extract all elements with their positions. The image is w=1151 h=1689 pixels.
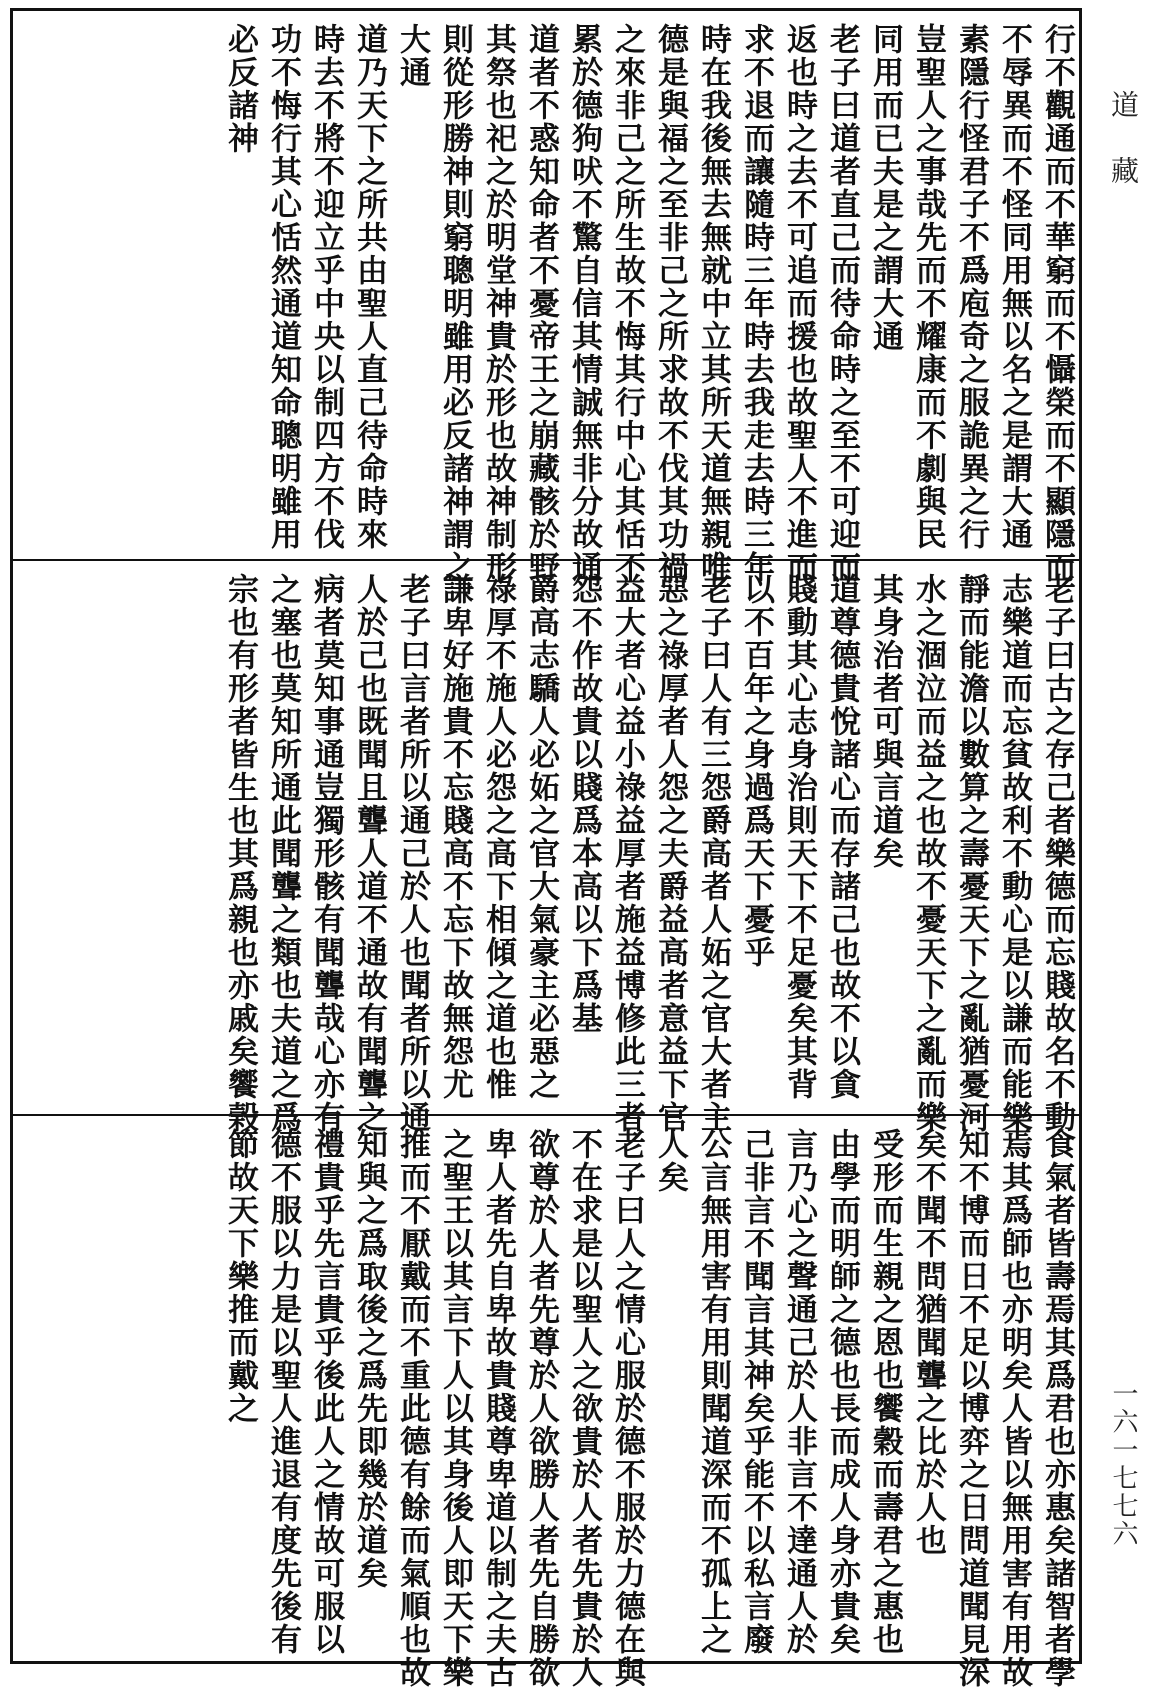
text-column: 祿厚不施人必怨之高下相傾之道也惟 bbox=[480, 573, 516, 1101]
text-column: 益大者心益小祿益厚者施益博修此三者 bbox=[609, 573, 645, 1134]
text-column: 矣不聞不問猶聞聾之比於人也 bbox=[910, 1128, 946, 1557]
text-column: 道尊德貴悅諸心而存諸己也故不以貪 bbox=[824, 573, 860, 1101]
text-column: 之來非己之所生故不悔其行中心其恬不 bbox=[609, 23, 645, 584]
text-column: 累於德狗吠不驚自信其情誠無非分故通 bbox=[566, 23, 602, 584]
text-column: 爵高志驕人必妬之官大氣豪主必惡之 bbox=[523, 573, 559, 1101]
text-panel-bottom bbox=[13, 1114, 1079, 1689]
text-column: 焉其爲師也亦明矣人皆以無用害有用故 bbox=[996, 1128, 1032, 1689]
text-panel-middle bbox=[13, 559, 1079, 1134]
text-column: 公言無用害有用則聞道深而不孤上之 bbox=[695, 1128, 731, 1656]
text-column: 言乃心之聲通己於人非言不達通人於 bbox=[781, 1128, 817, 1656]
text-column: 己非言不聞言其神矣乎能不以私言廢 bbox=[738, 1128, 774, 1656]
text-column: 功不悔行其心恬然通道知命聰明雖用 bbox=[265, 23, 301, 551]
text-column: 怨不作故貴以賤爲本高以下爲基 bbox=[566, 573, 602, 1035]
text-column: 行不觀通而不華窮而不懾榮而不顯隱而 bbox=[1039, 23, 1075, 584]
collection-title: 道藏 bbox=[1107, 90, 1140, 222]
text-column: 老子曰人之情心服於德不服於力德在與 bbox=[609, 1128, 645, 1689]
text-column: 素隱行怪君子不爲庖奇之服詭異之行 bbox=[953, 23, 989, 551]
text-column: 惡之祿厚者人怨之夫爵益高者意益下官 bbox=[652, 573, 688, 1134]
text-column: 老子曰人有三怨爵高者人妬之官大者主 bbox=[695, 573, 731, 1134]
text-column: 則從形勝神則窮聰明雖用必反諸神謂之 bbox=[437, 23, 473, 584]
text-column: 道者不惑知命者不憂帝王之崩藏骸於野 bbox=[523, 23, 559, 584]
text-column: 必反諸神 bbox=[222, 23, 258, 155]
text-column: 之塞也莫知所通此聞聾之類也夫道之爲 bbox=[265, 573, 301, 1134]
text-column: 水之涸泣而益之也故不憂天下之亂而樂 bbox=[910, 573, 946, 1134]
text-column: 推而不厭戴而不重此德有餘而氣順也故 bbox=[394, 1128, 430, 1689]
text-column: 人矣 bbox=[652, 1128, 688, 1194]
text-column: 求不退而讓隨時三年時去我走去時三年 bbox=[738, 23, 774, 584]
text-column: 節故天下樂推而戴之 bbox=[222, 1128, 258, 1425]
text-column: 以不百年之身過爲天下憂乎 bbox=[738, 573, 774, 969]
text-column: 不辱異而不怪同用無以名之是謂大通 bbox=[996, 23, 1032, 551]
text-column: 時在我後無去無就中立其所天道無親唯 bbox=[695, 23, 731, 584]
text-column: 知不博而日不足以博弈之日問道聞見深 bbox=[953, 1128, 989, 1689]
text-column: 謙卑好施貴不忘賤高不忘下故無怨尤 bbox=[437, 573, 473, 1101]
text-column: 知與之爲取後之爲先即幾於道矣 bbox=[351, 1128, 387, 1590]
text-column: 老子曰道者直己而待命時之至不可迎而 bbox=[824, 23, 860, 584]
text-column: 返也時之去不可追而援也故聖人不進而 bbox=[781, 23, 817, 584]
text-column: 其身治者可與言道矣 bbox=[867, 573, 903, 870]
text-panel-top bbox=[13, 11, 1079, 584]
text-column: 食氣者皆壽焉其爲君也亦惠矣諸智者學 bbox=[1039, 1128, 1075, 1689]
text-column: 靜而能澹以數算之壽憂天下之亂猶憂河 bbox=[953, 573, 989, 1134]
page-frame bbox=[10, 8, 1082, 1689]
text-column: 病者莫知事通豈獨形骸有聞聾哉心亦有 bbox=[308, 573, 344, 1134]
text-column: 之聖王以其言下人以其身後人即天下樂 bbox=[437, 1128, 473, 1689]
text-column: 豈聖人之事哉先而不耀康而不劇與民 bbox=[910, 23, 946, 551]
text-column: 志樂道而忘貧故利不動心是以謙而能樂 bbox=[996, 573, 1032, 1134]
text-column: 欲尊於人者先尊於人欲勝人者先自勝欲 bbox=[523, 1128, 559, 1689]
text-column: 不在求是以聖人之欲貴於人者先貴於人 bbox=[566, 1128, 602, 1689]
text-column: 時去不將不迎立乎中央以制四方不伐 bbox=[308, 23, 344, 551]
text-column: 老子曰古之存己者樂德而忘賤故名不動 bbox=[1039, 573, 1075, 1134]
text-column: 德是與福之至非己之所求故不伐其功禍 bbox=[652, 23, 688, 584]
text-column: 卑人者先自卑故貴賤尊卑道以制之夫古 bbox=[480, 1128, 516, 1689]
text-column: 禮貴乎先言貴乎後此人之情故可服以 bbox=[308, 1128, 344, 1656]
text-column: 道乃天下之所共由聖人直己待命時來 bbox=[351, 23, 387, 551]
text-column: 同用而已夫是之謂大通 bbox=[867, 23, 903, 353]
text-column: 大通 bbox=[394, 23, 430, 89]
text-column: 其祭也祀之於明堂神貴於形也故神制形 bbox=[480, 23, 516, 584]
text-column: 人於己也既聞且聾人道不通故有聞聾之 bbox=[351, 573, 387, 1134]
text-column: 宗也有形者皆生也其爲親也亦戚矣饗榖 bbox=[222, 573, 258, 1134]
text-column: 受形而生親之恩也饗穀而壽君之惠也 bbox=[867, 1128, 903, 1656]
text-column: 賤動其心志身治則天下不足憂矣其背 bbox=[781, 573, 817, 1101]
text-column: 老子曰言者所以通己於人也聞者所以通 bbox=[394, 573, 430, 1134]
text-column: 由學而明師之德也長而成人身亦貴矣 bbox=[824, 1128, 860, 1656]
page-number: 一六一七七六 bbox=[1108, 1380, 1138, 1548]
text-column: 德不服以力是以聖人進退有度先後有 bbox=[265, 1128, 301, 1656]
